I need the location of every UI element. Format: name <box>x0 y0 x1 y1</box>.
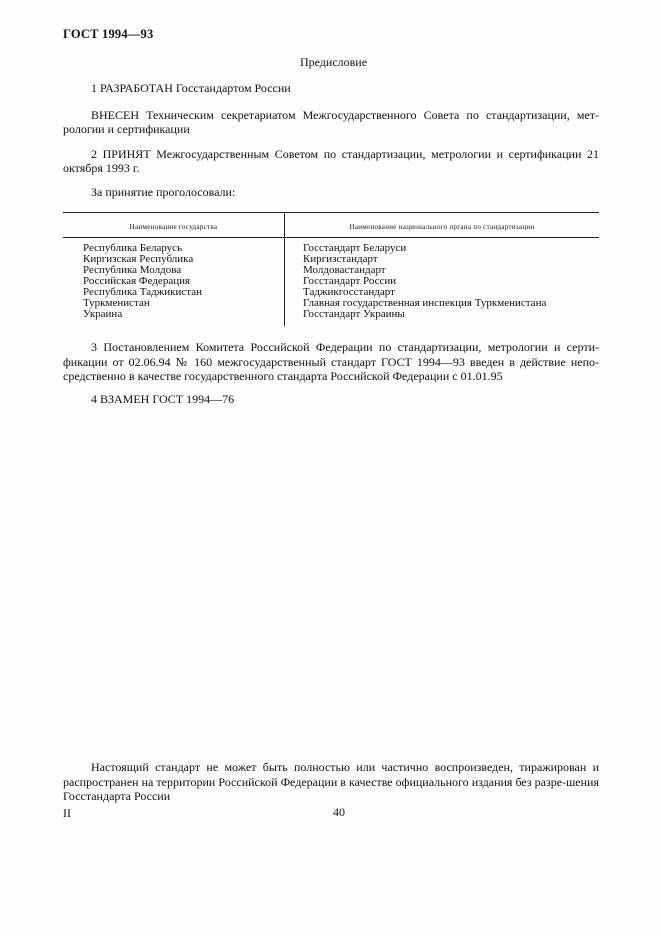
table-cell-state: Республика Беларусь <box>83 242 183 254</box>
preface-title: Предисловие <box>299 55 368 69</box>
table-cell-state: Республика Таджикистан <box>83 286 202 298</box>
table-cell-body: Госстандарт Украины <box>303 308 405 320</box>
document-code: ГОСТ 1994—93 <box>63 27 154 41</box>
table-header-state: Наименование государства <box>129 223 218 231</box>
item-developed: 1 РАЗРАБОТАН Госстандартом России <box>91 81 291 95</box>
table-header-body: Наименование национального органа по стандартизации <box>349 223 535 231</box>
table-cell-body: Таджикгосстандарт <box>303 286 395 298</box>
table-cell-body: Киргизстандарт <box>303 253 378 265</box>
reproduction-notice: Настоящий стандарт не может быть полностью или частично воспроизведен, тиражирован и распространен на территории Российской Федерации в качестве официального издания без разре-шения Госстандарта России <box>63 760 599 803</box>
table-cell-body: Госстандарт Беларуси <box>303 242 407 254</box>
table-cell-state: Республика Молдова <box>83 264 182 276</box>
voted-intro: За принятие проголосовали: <box>91 185 236 199</box>
table-cell-state: Украина <box>83 308 123 320</box>
roman-page-label: II <box>63 806 71 820</box>
item-replaces: 4 ВЗАМЕН ГОСТ 1994—76 <box>91 392 235 406</box>
item-decree: 3 Постановлением Комитета Российской Федерации по стандартизации, метрологии и серти-фикации от 02.06.94 № 160 межгосударственный стандарт ГОСТ 1994—93 введен в действие непо-средственно в качестве государственного стандарта Российской Федерации с 01.01.95 <box>63 340 599 383</box>
item-introduced: ВНЕСЕН Техническим секретариатом Межгосударственного Совета по стандартизации, мет-рологии и сертификации <box>63 108 599 136</box>
table-cell-body: Госстандарт России <box>303 275 397 287</box>
item-adopted: 2 ПРИНЯТ Межгосударственным Советом по стандартизации, метрологии и сертификации 21 октября 1993 г. <box>63 147 599 175</box>
table-cell-body: Главная государственная инспекция Туркменистана <box>303 297 547 309</box>
table-cell-state: Российская Федерация <box>83 275 191 287</box>
table-cell-state: Киргизская Республика <box>83 253 194 265</box>
table-column-states <box>83 243 202 320</box>
table-header-rule <box>63 237 599 238</box>
table-cell-body: Молдовастандарт <box>303 264 386 276</box>
table-column-bodies <box>303 243 546 320</box>
table-top-rule <box>63 212 599 213</box>
table-cell-state: Туркменистан <box>83 297 150 309</box>
page-number: 40 <box>333 805 345 819</box>
